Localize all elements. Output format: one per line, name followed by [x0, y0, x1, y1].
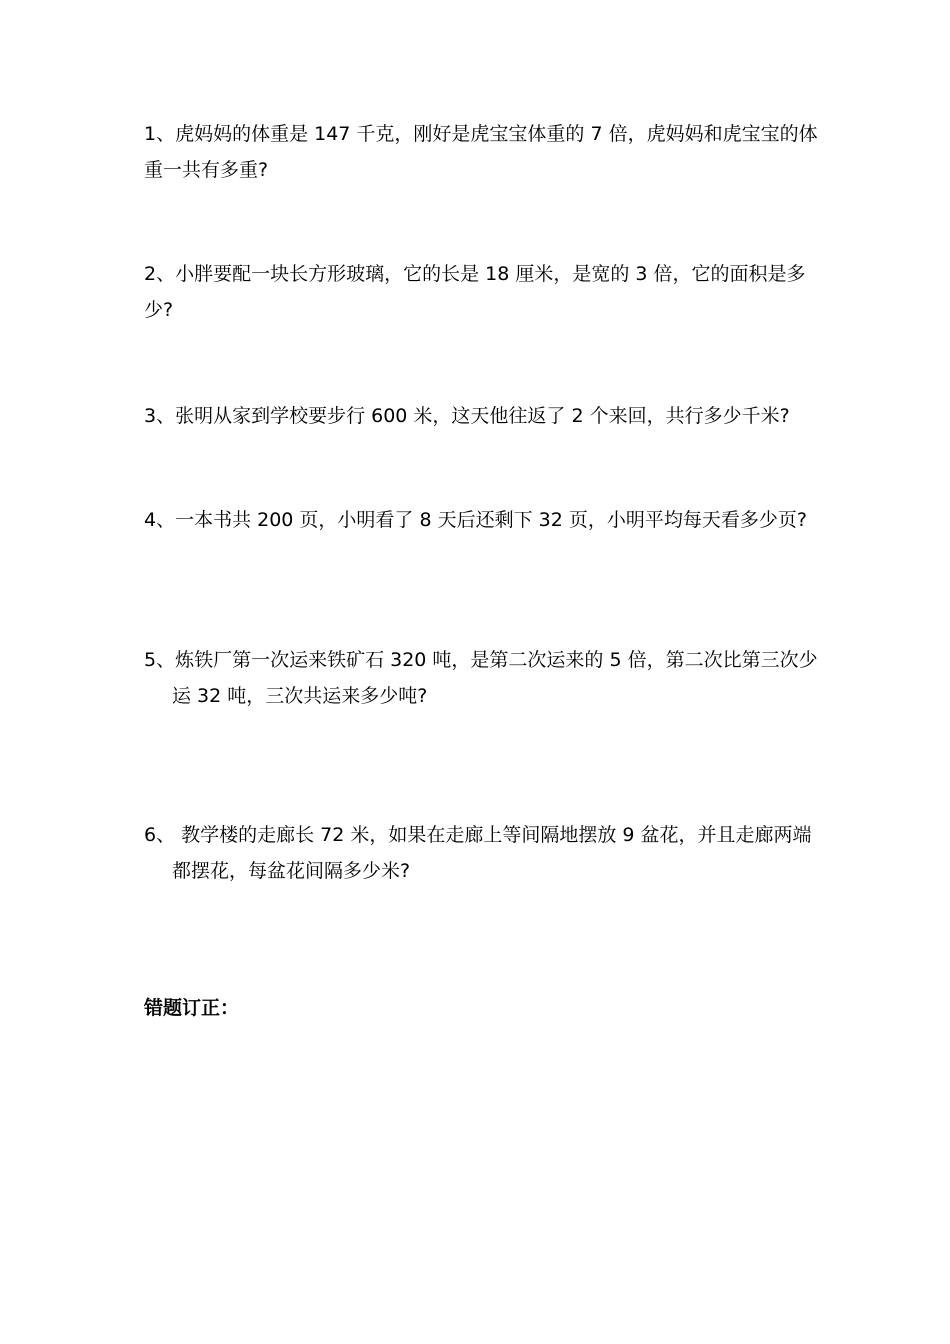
problem-6-line-1: 6、 教学楼的走廊长 72 米，如果在走廊上等间隔地摆放 9 盆花，并且走廊两端 [144, 824, 812, 846]
problem-2-line-2: 少? [144, 299, 174, 321]
problem-1-line-2: 重一共有多重? [144, 159, 269, 181]
problem-3-line-1: 3、张明从家到学校要步行 600 米，这天他往返了 2 个来回，共行多少千米? [144, 405, 790, 427]
problem-5-line-1: 5、炼铁厂第一次运来铁矿石 320 吨，是第二次运来的 5 倍，第二次比第三次少 [144, 649, 818, 671]
problem-3 [144, 398, 814, 434]
problem-2-line-1: 2、小胖要配一块长方形玻璃，它的长是 18 厘米，是宽的 3 倍，它的面积是多 [144, 263, 806, 285]
problem-5-line-2: 运 32 吨，三次共运来多少吨? [172, 685, 428, 707]
problem-2 [144, 256, 814, 328]
problem-5 [144, 642, 818, 714]
problem-4-line-1: 4、一本书共 200 页，小明看了 8 天后还剩下 32 页，小明平均每天看多少页? [144, 509, 807, 531]
problem-1 [144, 116, 818, 188]
problem-6 [144, 817, 814, 889]
correction-label: 错题订正： [144, 997, 240, 1019]
problem-6-line-2: 都摆花，每盆花间隔多少米? [172, 860, 411, 882]
problem-1-line-1: 1、虎妈妈的体重是 147 千克，刚好是虎宝宝体重的 7 倍，虎妈妈和虎宝宝的体 [144, 123, 818, 145]
problem-4 [144, 502, 814, 538]
